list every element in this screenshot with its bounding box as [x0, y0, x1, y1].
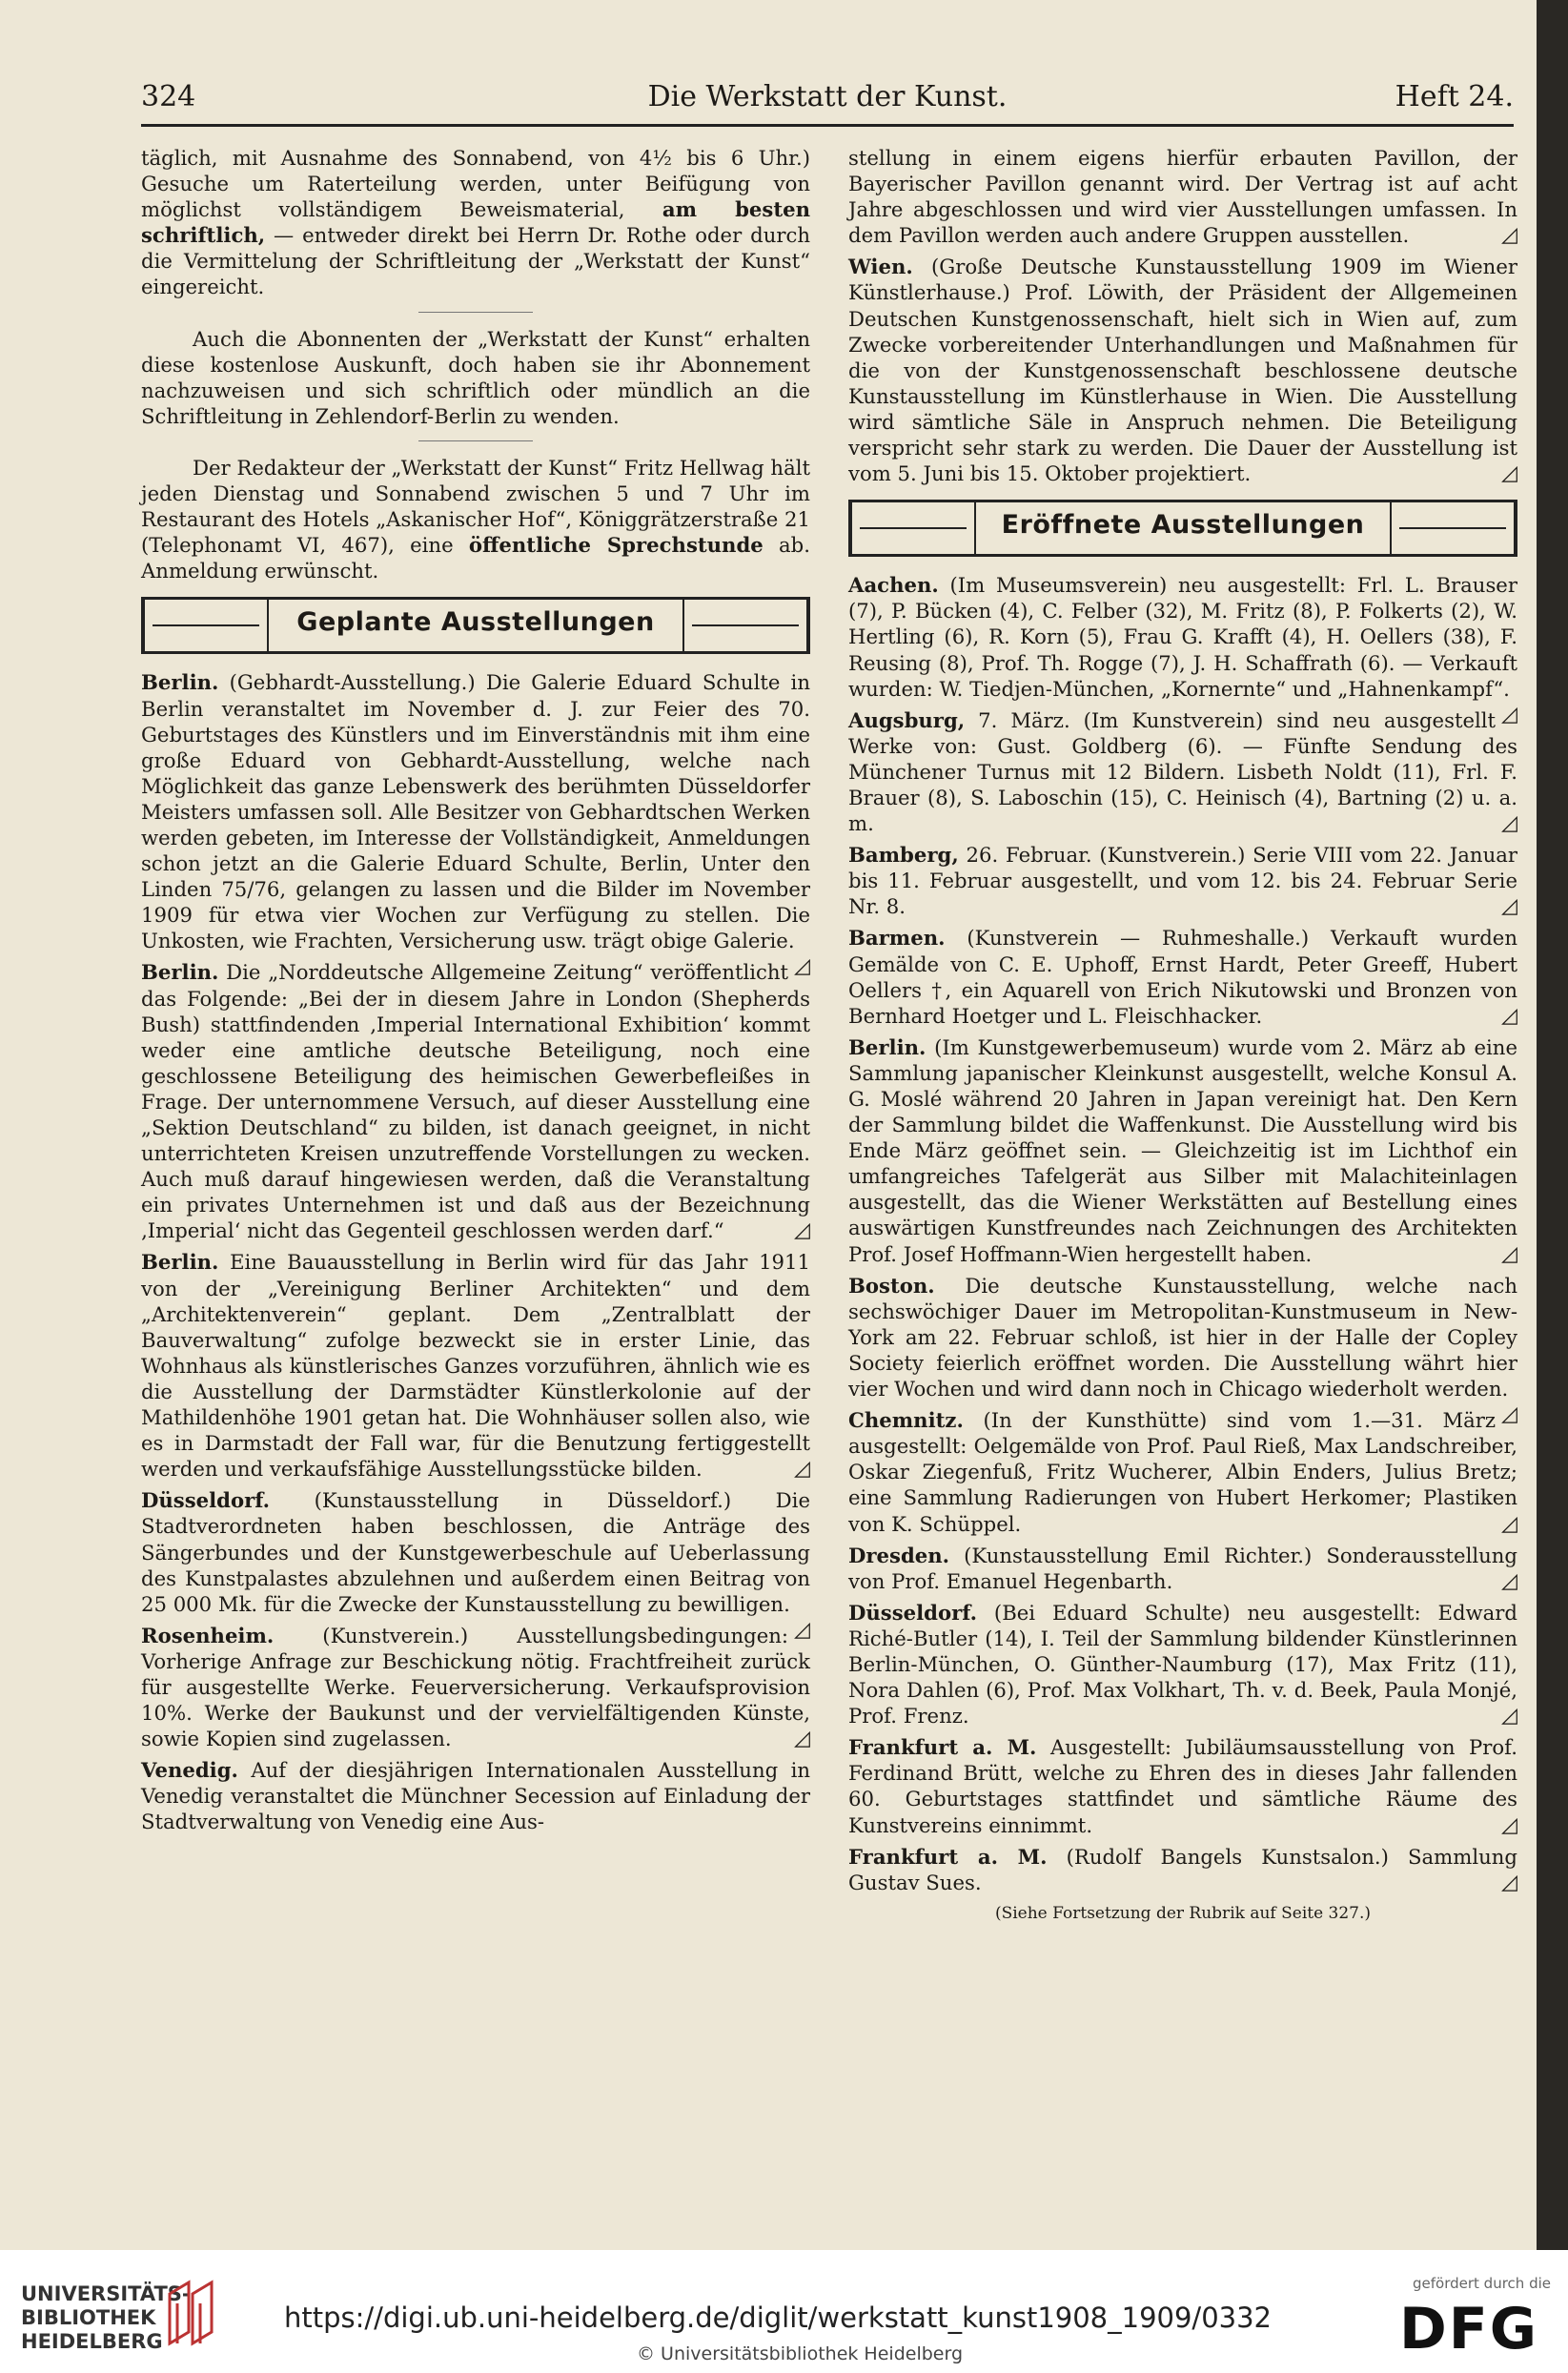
permalink-url[interactable]: https://digi.ub.uni-heidelberg.de/diglit/werkstatt_kunst1908_1909/0332 — [284, 2301, 1272, 2334]
entry — [848, 1844, 1517, 1895]
footer-bar — [0, 2250, 1568, 2373]
triangle-end-mark-icon: ◿ — [1501, 223, 1517, 248]
entry-text: Die deutsche Kunstausstellung, welche nach sechswöchiger Dauer im Metropolitan-Kunstmuseum in New-York am 22. Februar schloß, ist hier in der Halle der Copley Society feierlich eröffnet worden. Die Ausstellung währt hier vier Wochen und wird dann noch in Chicago wiederholt werden. — [848, 1273, 1517, 1401]
entry-city: Rosenheim. — [141, 1623, 275, 1647]
triangle-end-mark-icon: ◿ — [794, 954, 810, 979]
triangle-end-mark-icon: ◿ — [1501, 702, 1517, 726]
entry-text: (In der Kunsthütte) sind vom 1.—31. März ausgestellt: Oelgemälde von Prof. Paul Rieß, Max Landschreiber, Oskar Ziegenfuß, Fritz Wucherer, Albin Enders, Julius Bretz; eine Sammlung Radierungen von Hubert Herkomer; Plastiken von K. Schüppel. — [848, 1408, 1517, 1536]
entry — [848, 925, 1517, 1028]
entry — [848, 707, 1517, 836]
right-column — [848, 145, 1517, 1927]
entry — [848, 1543, 1517, 1594]
triangle-end-mark-icon: ◿ — [794, 1218, 810, 1243]
triangle-end-mark-icon: ◿ — [794, 1617, 810, 1642]
copyright-text: © Universitätsbibliothek Heidelberg — [637, 2343, 964, 2364]
funding-label: gefördert durch die — [1413, 2275, 1551, 2292]
bold-phrase: am besten schriftlich, — [141, 197, 810, 248]
separator — [418, 440, 533, 441]
intro-paragraph-2: Auch die Abonnenten der „Werkstatt der Kunst“ erhalten diese kostenlose Auskunft, doch haben sie ihr Abonnement nachzuweisen und sich schriftlich oder mündlich an die Schriftleitung in Zehlendorf-Berlin zu wenden. — [141, 326, 810, 428]
entry-text: (Bei Eduard Schulte) neu ausgestellt: Edward Riché-Butler (14), I. Teil der Sammlung bildender Künstlerinnen Berlin-München, O. Günther-Naumburg (17), Max Fritz (11), Nora Dahlen (6), Prof. Max Volkhart, Th. v. d. Beek, Paula Monjé, Prof. Frenz. — [848, 1600, 1517, 1729]
entry-text: (Kunstausstellung in Düsseldorf.) Die Stadtverordneten haben beschlossen, die Anträge des Sängerbundes und der Kunstgewerbeschule auf Ueberlassung des Kunstpalastes abzulehnen und außerdem einen Beitrag von 25 000 Mk. für die Zwecke der Kunstausstellung zu bewilligen. — [141, 1488, 810, 1616]
entry-city: Frankfurt a. M. — [848, 1735, 1037, 1760]
entry-city: Berlin. — [848, 1034, 927, 1059]
entry-text: (Große Deutsche Kunstausstellung 1909 im Wiener Künstlerhause.) Prof. Löwith, der Präsident der Allgemeinen Deutschen Kunstgenossenschaft, hielt sich in Wien auf, zum Zwecke vorbereitender Unterhandlungen und Maßnahmen für die von der Kunstgenossenschaft beschlossene deutsche Kunstausstellung im Künstlerhause in Wien. Die Ausstellung wird sämtliche Säle in Anspruch nehmen. Die Beteiligung verspricht sehr stark zu werden. Die Dauer der Ausstellung ist vom 5. Juni bis 15. Oktober projektiert. — [848, 255, 1517, 486]
section-title: Geplante Ausstellungen — [296, 607, 655, 638]
triangle-end-mark-icon: ◿ — [1501, 461, 1517, 486]
entry-city: Venedig. — [141, 1758, 238, 1783]
journal-title: Die Werkstatt der Kunst. — [647, 80, 1008, 113]
section-header-opened — [848, 500, 1517, 557]
triangle-end-mark-icon: ◿ — [1501, 1812, 1517, 1837]
entry-city: Boston. — [848, 1273, 935, 1298]
running-header — [141, 80, 1514, 118]
entry-city: Berlin. — [141, 960, 219, 985]
triangle-end-mark-icon: ◿ — [1501, 1003, 1517, 1028]
entry-city: Chemnitz. — [848, 1408, 964, 1433]
entry-city: Wien. — [848, 255, 913, 279]
entry — [848, 1734, 1517, 1837]
entry-city: Barmen. — [848, 926, 946, 951]
triangle-end-mark-icon: ◿ — [1501, 1568, 1517, 1593]
entry-city: Düsseldorf. — [141, 1488, 271, 1513]
entry-text: 26. Februar. (Kunstverein.) Serie VIII vom 22. Januar bis 11. Februar ausgestellt, und vom 12. bis 24. Februar Serie Nr. 8. — [848, 843, 1517, 919]
entry-city: Bamberg, — [848, 843, 959, 868]
entry-city: Augsburg, — [848, 707, 966, 732]
triangle-end-mark-icon: ◿ — [794, 1727, 810, 1751]
intro-paragraph-1: täglich, mit Ausnahme des Sonnabend, von 4½ bis 6 Uhr.) Gesuche um Raterteilung werden, unter Beifügung von möglichst vollständigem Beweismaterial, am besten schriftlich, — entweder direkt bei Herrn Dr. Rothe oder durch die Vermittelung der Schriftleitung der „Werkstatt der Kunst“ eingereicht. — [141, 146, 810, 299]
entry-text: (Im Museumsverein) neu ausgestellt: Frl. L. Brauser (7), P. Bücken (4), C. Felber (32), M. Fritz (8), P. Folkerts (2), W. Hertling (6), R. Korn (5), Frau G. Krafft (4), H. Oellers (38), F. Reusing (8), Prof. Th. Rogge (7), J. H. Schaffrath (6). — Verkauft wurden: W. Tiedjen-München, „Kornernte“ und „Hahnenkampf“. — [848, 573, 1517, 701]
triangle-end-mark-icon: ◿ — [1501, 1704, 1517, 1729]
entry-text: Die „Norddeutsche Allgemeine Zeitung“ veröffentlicht das Folgende: „Bei der in diesem Jahre in London (Shepherds Bush) stattfindenden ‚Imperial International Exhibition‘ kommt weder eine amtliche deutsche Beteiligung, noch eine geschlossene Beteiligung des heimischen Gewerbefleißes in Frage. Der unternommene Versuch, auf dieser Ausstellung eine „Sektion Deutschland“ zu bilden, ist danach geeignet, in nicht unterrichteten Kreisen unzutreffende Vorstellungen zu wecken. Auch muß darauf hingewiesen werden, daß die Veranstaltung ein privates Unternehmen ist und daß aus der Bezeichnung ‚Imperial‘ nicht das Gegenteil geschlossen werden darf.“ — [141, 960, 810, 1243]
page-number: 324 — [141, 80, 196, 113]
entry-text: (Rudolf Bangels Kunstsalon.) Sammlung Gustav Sues. — [848, 1844, 1517, 1894]
entry-text: Eine Bauausstellung in Berlin wird für das Jahr 1911 von der „Vereinigung Berliner Architekten“ und dem „Architektenverein“ geplant. Dem „Zentralblatt der Bauverwaltung“ zufolge bezweckt sie in erster Linie, das Wohnhaus als künstlerisches Ganzes vorzuführen, ähnlich wie es die Ausstellung der Darmstädter Künstlerkolonie auf der Mathildenhöhe 1901 getan hat. Die Wohnhäuser sollen also, wie es in Darmstadt der Fall war, für die Benutzung fertiggestellt werden und verkaufsfähige Ausstellungsstücke bilden. — [141, 1250, 810, 1482]
bold-phrase: öffentliche Sprechstunde — [468, 533, 764, 558]
page-edge — [1537, 0, 1568, 2250]
separator — [418, 312, 533, 313]
dfg-logo: DFG — [1399, 2296, 1539, 2363]
continuation-paragraph: stellung in einem eigens hierfür erbauten Pavillon, der Bayerischer Pavillon genannt wird. Der Vertrag ist auf acht Jahre abgeschlossen und wird vier Ausstellungen umfassen. In dem Pavillon werden auch andere Gruppen ausstellen. ◿ — [848, 146, 1517, 248]
section-title: Eröffnete Ausstellungen — [1001, 510, 1365, 541]
header-rule — [141, 124, 1514, 127]
entry — [848, 254, 1517, 486]
entry-city: Berlin. — [141, 1250, 219, 1275]
triangle-end-mark-icon: ◿ — [794, 1457, 810, 1482]
entry-text: 7. März. (Im Kunstverein) sind neu ausgestellt Werke von: Gust. Goldberg (6). — Fünfte Sendung des Münchener Turnus mit 12 Bildern. Lisbeth Noldt (11), Frl. F. Brauer (8), S. Laboschin (15), C. Heinisch (4), Bartning (2) u. a. m. — [848, 707, 1517, 836]
entry — [141, 959, 810, 1243]
entry-text: (Kunstverein — Ruhmeshalle.) Verkauft wurden Gemälde von C. E. Uphoff, Ernst Hardt, Peter Greeff, Hubert Oellers †, ein Aquarell von Erich Nikutowski und Bronzen von Bernhard Hoetger und L. Fleischhacker. — [848, 926, 1517, 1028]
library-name: UNIVERSITÄTS- BIBLIOTHEK HEIDELBERG — [21, 2282, 191, 2353]
section-header-planned — [141, 597, 810, 654]
triangle-end-mark-icon: ◿ — [1501, 1402, 1517, 1427]
entry — [848, 1034, 1517, 1267]
continuation-note: (Siehe Fortsetzung der Rubrik auf Seite 327.) — [994, 1903, 1372, 1923]
entry-city: Aachen. — [848, 573, 939, 598]
entry-city: Berlin. — [141, 670, 219, 695]
triangle-end-mark-icon: ◿ — [1501, 1870, 1517, 1894]
entry-city: Frankfurt a. M. — [848, 1844, 1048, 1869]
triangle-end-mark-icon: ◿ — [1501, 811, 1517, 836]
entry — [848, 842, 1517, 919]
triangle-end-mark-icon: ◿ — [1501, 894, 1517, 919]
entry — [848, 1407, 1517, 1536]
entry — [141, 1249, 810, 1482]
entry-text: (Kunstverein.) Ausstellungsbedingungen: Vorherige Anfrage zur Beschickung nötig. Frachtfreiheit zurück für ausgestellte Werke. Feuerversicherung. Verkaufsprovision 10%. Werke der Baukunst und der vervielfältigenden Künste, sowie Kopien sind zugelassen. — [141, 1623, 810, 1751]
intro-paragraph-3: Der Redakteur der „Werkstatt der Kunst“ Fritz Hellwag hält jeden Dienstag und Sonnabend zwischen 5 und 7 Uhr im Restaurant des Hotels „Askanischer Hof“, Königgrätzerstraße 21 (Telephonamt VI, 467), eine öffentliche Sprechstunde ab. Anmeldung erwünscht. — [141, 455, 810, 583]
issue-number: Heft 24. — [1395, 80, 1514, 113]
left-column — [141, 145, 810, 1841]
entry-text: (Im Kunstgewerbemuseum) wurde vom 2. März ab eine Sammlung japanischer Kleinkunst ausgestellt, welche Konsul A. G. Moslé während 20 Jahren in Japan vereinigt hat. Den Kern der Sammlung bildet die Waffenkunst. Die Ausstellung wird bis Ende März geöffnet sein. — Gleichzeitig ist im Lichthof ein umfangreiches Tafelgerät aus Silber mit Malachiteinlagen ausgestellt, das die Wiener Werkstätten auf Bestellung eines auswärtigen Kunstfreundes nach Zeichnungen des Architekten Prof. Josef Hoffmann-Wien hergestellt haben. — [848, 1034, 1517, 1266]
entry-text: (Kunstausstellung Emil Richter.) Sonderausstellung von Prof. Emanuel Hegenbarth. — [848, 1543, 1517, 1593]
entry-city: Dresden. — [848, 1543, 950, 1567]
entry — [141, 1757, 810, 1834]
library-logo-icon — [160, 2277, 219, 2349]
entry — [848, 1600, 1517, 1729]
entry-text: Ausgestellt: Jubiläumsausstellung von Prof. Ferdinand Brütt, welche zu Ehren des in dieses Jahr fallenden 60. Geburtstages stattfindet und sämtliche Räume des Kunstvereins einnimmt. — [848, 1735, 1517, 1837]
triangle-end-mark-icon: ◿ — [1501, 1241, 1517, 1266]
entry-text: (Gebhardt-Ausstellung.) Die Galerie Eduard Schulte in Berlin veranstaltet im November d. J. zur Feier des 70. Geburtstages des Künstlers und im Einverständnis mit ihm eine große Eduard von Gebhardt-Ausstellung, welche nach Möglichkeit das ganze Lebenswerk des berühmten Düsseldorfer Meisters umfassen soll. Alle Besitzer von Gebhardtschen Werken werden gebeten, im Interesse der Vollständigkeit, Anmeldungen schon jetzt an die Galerie Eduard Schulte, Berlin, Unter den Linden 75/76, gelangen zu lassen und die Bilder im November 1909 für etwa vier Wochen zur Verfügung zu stellen. Die Unkosten, wie Frachten, Versicherung usw. trägt obige Galerie. — [141, 670, 810, 953]
entry — [141, 1623, 810, 1751]
entry — [141, 669, 810, 979]
triangle-end-mark-icon: ◿ — [1501, 1511, 1517, 1536]
entry-city: Düsseldorf. — [848, 1600, 978, 1625]
entry-text: Auf der diesjährigen Internationalen Ausstellung in Venedig veranstaltet die Münchner Secession auf Einladung der Stadtverwaltung von Venedig eine Aus- — [141, 1758, 810, 1834]
